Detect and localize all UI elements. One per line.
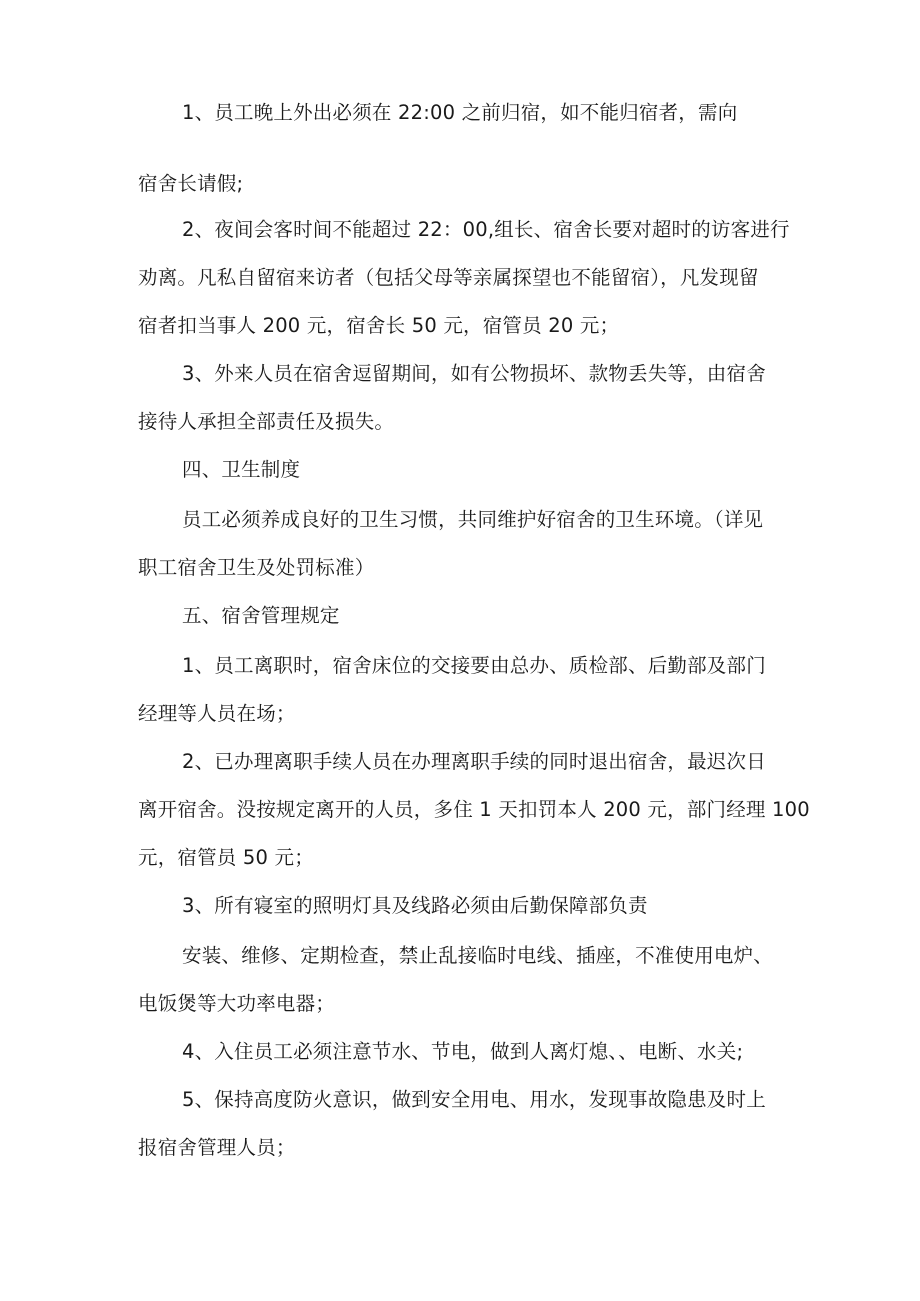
paragraph-line: 2、已办理离职手续人员在办理离职手续的同时退出宿舍，最迟次日 [182,750,766,773]
section-heading: 四、卫生制度 [182,458,301,481]
paragraph-line: 安装、维修、定期检查，禁止乱接临时电线、插座，不准使用电炉、 [182,944,774,967]
paragraph-line: 经理等人员在场； [138,702,296,725]
paragraph-line: 3、所有寝室的照明灯具及线路必须由后勤保障部负责 [182,894,648,917]
paragraph-line: 接待人承担全部责任及损失。 [138,410,395,433]
paragraph-line: 宿舍长请假; [138,172,244,195]
paragraph-line: 员工必须养成良好的卫生习惯，共同维护好宿舍的卫生环境。（详见 [182,508,764,531]
paragraph-line: 宿者扣当事人 200 元，宿舍长 50 元，宿管员 20 元； [138,314,620,337]
paragraph-line: 1、员工离职时，宿舍床位的交接要由总办、质检部、后勤部及部门 [182,654,766,677]
paragraph-line: 报宿舍管理人员； [138,1136,296,1159]
paragraph-line: 离开宿舍。没按规定离开的人员，多住 1 天扣罚本人 200 元，部门经理 100 [138,798,810,821]
paragraph-line: 1、员工晚上外出必须在 22:00 之前归宿，如不能归宿者，需向 [182,101,738,124]
paragraph-line: 2、夜间会客时间不能超过 22：00,组长、宿舍长要对超时的访客进行 [182,218,790,241]
paragraph-line: 3、外来人员在宿舍逗留期间，如有公物损坏、款物丢失等，由宿舍 [182,362,766,385]
paragraph-line: 劝离。凡私自留宿来访者（包括父母等亲属探望也不能留宿），凡发现留 [138,266,759,289]
paragraph-line: 元，宿管员 50 元； [138,846,314,869]
paragraph-line: 5、保持高度防火意识，做到安全用电、用水，发现事故隐患及时上 [182,1088,766,1111]
paragraph-line: 职工宿舍卫生及处罚标准） [138,556,375,579]
paragraph-line: 电饭煲等大功率电器； [138,992,336,1015]
paragraph-line: 4、入住员工必须注意节水、节电，做到人离灯熄、、电断、水关; [182,1040,744,1063]
section-heading: 五、宿舍管理规定 [182,604,340,627]
